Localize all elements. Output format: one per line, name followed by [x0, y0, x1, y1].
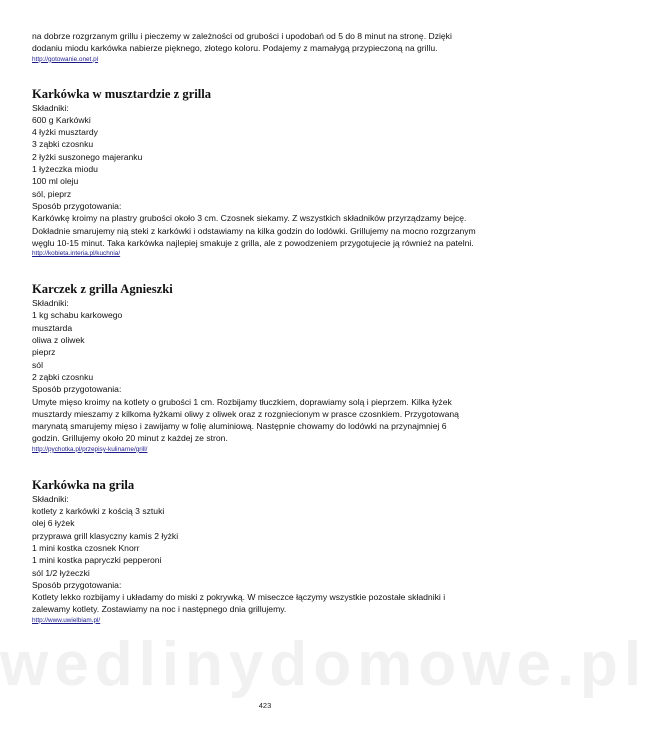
method-line: Karkówkę kroimy na plastry grubości około 3 cm. Czosnek siekamy. Z wszystkich składników przyrządzamy bejcę.	[32, 213, 467, 224]
recipe-section	[32, 281, 502, 455]
method-label: Sposób przygotowania:	[32, 384, 122, 395]
ingredient-item: kotlety z karkówki z kością 3 sztuki	[32, 506, 165, 517]
ingredient-item: pieprz	[32, 347, 56, 358]
method-label: Sposób przygotowania:	[32, 579, 122, 590]
ingredient-item: przyprawa grill klasyczny kamis 2 łyżki	[32, 530, 179, 541]
ingredient-item: 1 mini kostka czosnek Knorr	[32, 542, 140, 553]
method-line: Kotlety lekko rozbijamy i układamy do miski z pokrywką. W miseczce łączymy wszystkie pozostałe składniki i	[32, 592, 446, 603]
method-line: musztardy mieszamy z kilkoma łyżkami oliwy z oliwek oraz z rozgniecionym w prasce czosnkiem. Przygotowaną	[32, 408, 459, 419]
text-line: dodaniu miodu karkówka nabierze pięknego, złotego koloru. Podajemy z mamałygą przypieczoną na grillu.	[32, 43, 438, 54]
page-number: 423	[258, 701, 272, 710]
ingredients-label: Składniki:	[32, 102, 69, 113]
ingredient-item: sól, pieprz	[32, 188, 72, 199]
text-line: na dobrze rozgrzanym grillu i pieczemy w zależności od grubości i upodobań od 5 do 8 minut na stronę. Dzięki	[32, 31, 452, 41]
ingredient-item: sól 1/2 łyżeczki	[32, 567, 90, 578]
ingredient-item: 4 łyżki musztardy	[32, 127, 98, 138]
ingredient-item: oliwa z oliwek	[32, 335, 85, 346]
ingredient-item: musztarda	[32, 322, 73, 333]
source-link[interactable]: http://pychotka.pl/przepisy-kulinarne/grill/	[32, 445, 148, 453]
ingredient-item: 3 ząbki czosnku	[32, 139, 94, 150]
ingredient-item: 1 łyżeczka miodu	[32, 164, 98, 175]
method-line: zalewamy kotlety. Zostawiamy na noc i następnego dnia grillujemy.	[32, 604, 287, 615]
method-line: węglu 10-15 minut. Taka karkówka najlepiej smakuje z grilla, ale z powodzeniem przygotujecie ją również na patelni.	[32, 237, 474, 248]
ingredients-label: Składniki:	[32, 493, 69, 504]
recipe-section	[32, 477, 502, 626]
source-link[interactable]: http://kobieta.interia.pl/kuchnia/	[32, 250, 121, 258]
document-page	[32, 30, 502, 626]
ingredient-item: 600 g Karkówki	[32, 114, 91, 125]
ingredient-item: 100 ml oleju	[32, 176, 79, 187]
recipe-title: Karkówka na grila	[32, 477, 135, 492]
ingredient-item: olej 6 łyżek	[32, 518, 75, 529]
source-link[interactable]: http://www.uwielbiam.pl/	[32, 616, 101, 624]
ingredient-item: sól	[32, 359, 43, 370]
ingredient-item: 2 ząbki czosnku	[32, 371, 94, 382]
watermark: wedlinydomowe.pl	[0, 630, 647, 699]
method-line: Umyte mięso kroimy na kotlety o grubości 1 cm. Rozbijamy tłuczkiem, doprawiamy solą i pieprzem. Kilka łyżek	[32, 396, 452, 407]
recipe-title: Karkówka w musztardzie z grilla	[32, 86, 212, 101]
ingredients-label: Składniki:	[32, 298, 69, 309]
intro-text	[32, 30, 502, 65]
method-line: godzin. Grillujemy około 20 minut z każdej ze stron.	[32, 433, 228, 444]
ingredient-item: 2 łyżki suszonego majeranku	[32, 151, 143, 162]
method-line: marynatą smarujemy mięso i zawijamy w folię aluminiową. Następnie chowamy do lodówki na przynajmniej 6	[32, 421, 447, 432]
source-link[interactable]: http://gotowanie.onet.pl	[32, 55, 99, 63]
method-line: Dokładnie smarujemy nią steki z karkówki i odstawiamy na kilka godzin do lodówki. Grillujemy na mocno rozgrzanym	[32, 225, 476, 236]
recipe-title: Karczek z grilla Agnieszki	[32, 282, 173, 297]
recipe-section	[32, 86, 502, 260]
recipes-list	[32, 86, 502, 626]
ingredient-item: 1 mini kostka papryczki pepperoni	[32, 555, 162, 566]
ingredient-item: 1 kg schabu karkowego	[32, 310, 123, 321]
method-label: Sposób przygotowania:	[32, 200, 122, 211]
